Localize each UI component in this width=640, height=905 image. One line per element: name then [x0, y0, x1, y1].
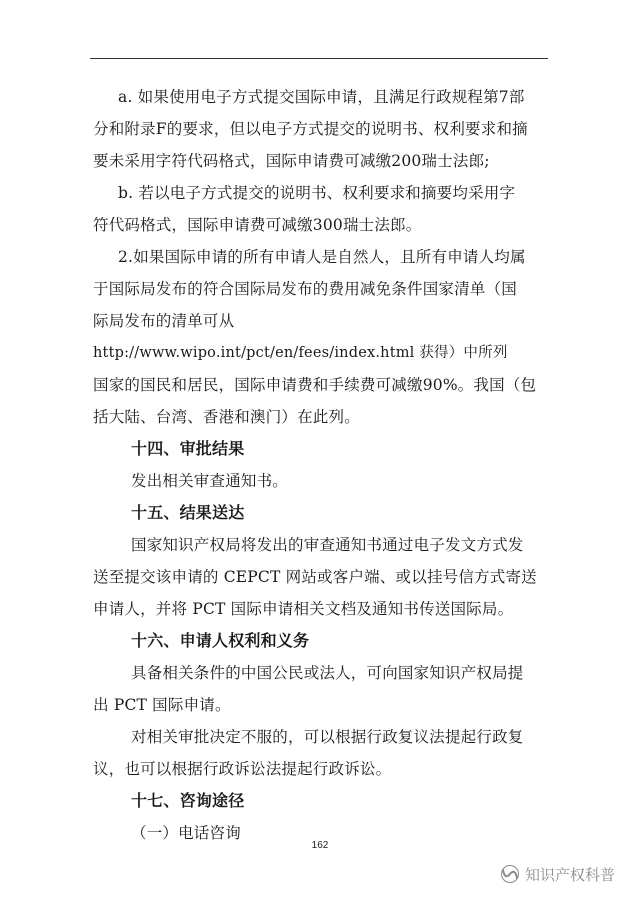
text-line: 申请人，并将 PCT 国际申请相关文档及通知书传送国际局。 [93, 600, 514, 618]
text-line: 国家知识产权局将发出的审查通知书通过电子发文方式发 [131, 536, 524, 554]
wechat-channel-icon [500, 864, 520, 884]
header-rule [90, 58, 548, 59]
text-line: 2.如果国际申请的所有申请人是自然人，且所有申请人均属 [118, 248, 526, 266]
text-line: 发出相关审查通知书。 [131, 472, 289, 490]
text-line: 要未采用字符代码格式，国际申请费可减缴200瑞士法郎; [93, 152, 490, 170]
section-heading: 十四、审批结果 [131, 439, 245, 458]
page-number: 162 [311, 840, 329, 851]
text-line: b. 若以电子方式提交的说明书、权利要求和摘要均采用字 [118, 184, 516, 202]
text-line: 分和附录F的要求，但以电子方式提交的说明书、权利要求和摘 [93, 120, 528, 138]
section-heading: 十六、申请人权利和义务 [131, 631, 310, 650]
text-line: 出 PCT 国际申请。 [93, 696, 231, 714]
text-line: 符代码格式，国际申请费可减缴300瑞士法郎。 [93, 216, 422, 234]
section-heading: 十七、咨询途径 [131, 791, 245, 810]
text-line: 于国际局发布的符合国际局发布的费用减免条件国家清单（国 [93, 280, 517, 298]
text-line: 议，也可以根据行政诉讼法提起行政诉讼。 [93, 760, 392, 778]
text-line: 对相关审批决定不服的，可以根据行政复议法提起行政复 [131, 728, 524, 746]
section-heading: 十五、结果送达 [131, 503, 245, 522]
text-line: a. 如果使用电子方式提交国际申请，且满足行政规程第7部 [118, 88, 525, 106]
subsection-heading: （一）电话咨询 [131, 824, 241, 842]
text-line: 具备相关条件的中国公民或法人，可向国家知识产权局提 [131, 664, 524, 682]
watermark-label: 知识产权科普 [525, 865, 616, 884]
text-line: 送至提交该申请的 CEPCT 网站或客户端、或以挂号信方式寄送 [93, 568, 537, 586]
text-line: 国家的国民和居民，国际申请费和手续费可减缴90%。我国（包 [93, 376, 537, 394]
text-line: 际局发布的清单可从 [93, 312, 235, 330]
text-line: 括大陆、台湾、香港和澳门）在此列。 [93, 408, 360, 426]
url-line: http://www.wipo.int/pct/en/fees/index.html 获得）中所列 [93, 345, 508, 361]
watermark [500, 863, 615, 885]
